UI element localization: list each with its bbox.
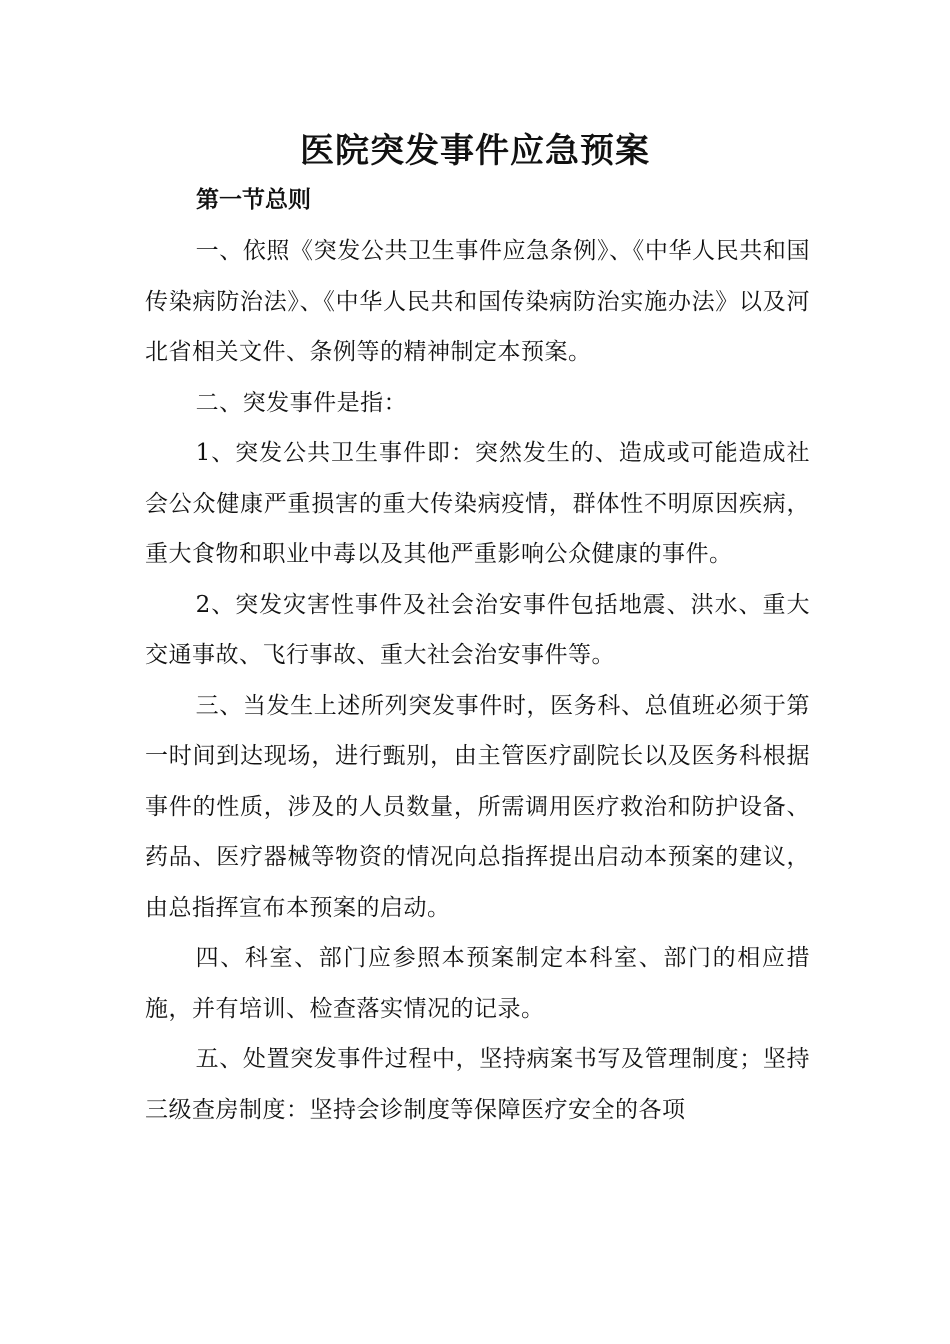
paragraph-disaster-event: 2、突发灾害性事件及社会治安事件包括地震、洪水、重大交通事故、飞行事故、重大社会治安事件等。 <box>145 591 810 668</box>
paragraph-public-health-event: 1、突发公共卫生事件即：突然发生的、造成或可能造成社会公众健康严重损害的重大传染病疫情，群体性不明原因疾病，重大食物和职业中毒以及其他严重影响公众健康的事件。 <box>145 440 810 567</box>
paragraph-definition-heading: 二、突发事件是指： <box>195 389 408 416</box>
paragraph-medical-safety: 五、处置突发事件过程中，坚持病案书写及管理制度；坚持三级查房制度：坚持会诊制度等保障医疗安全的各项 <box>145 1046 810 1123</box>
paragraph-activation-procedure: 三、当发生上述所列突发事件时，医务科、总值班必须于第一时间到达现场，进行甄别，由主管医疗副院长以及医务科根据事件的性质，涉及的人员数量，所需调用医疗救治和防护设备、药品、医疗器械等物资的情况向总指挥提出启动本预案的建议，由总指挥宣布本预案的启动。 <box>145 692 810 921</box>
section-heading: 第一节总则 <box>196 186 311 213</box>
paragraph-department-measures: 四、科室、部门应参照本预案制定本科室、部门的相应措施，并有培训、检查落实情况的记录。 <box>145 945 810 1022</box>
paragraph-basis: 一、依照《突发公共卫生事件应急条例》、《中华人民共和国传染病防治法》、《中华人民共和国传染病防治实施办法》以及河北省相关文件、条例等的精神制定本预案。 <box>145 238 810 365</box>
document-title: 医院突发事件应急预案 <box>300 131 650 171</box>
document-body <box>145 226 810 1135</box>
